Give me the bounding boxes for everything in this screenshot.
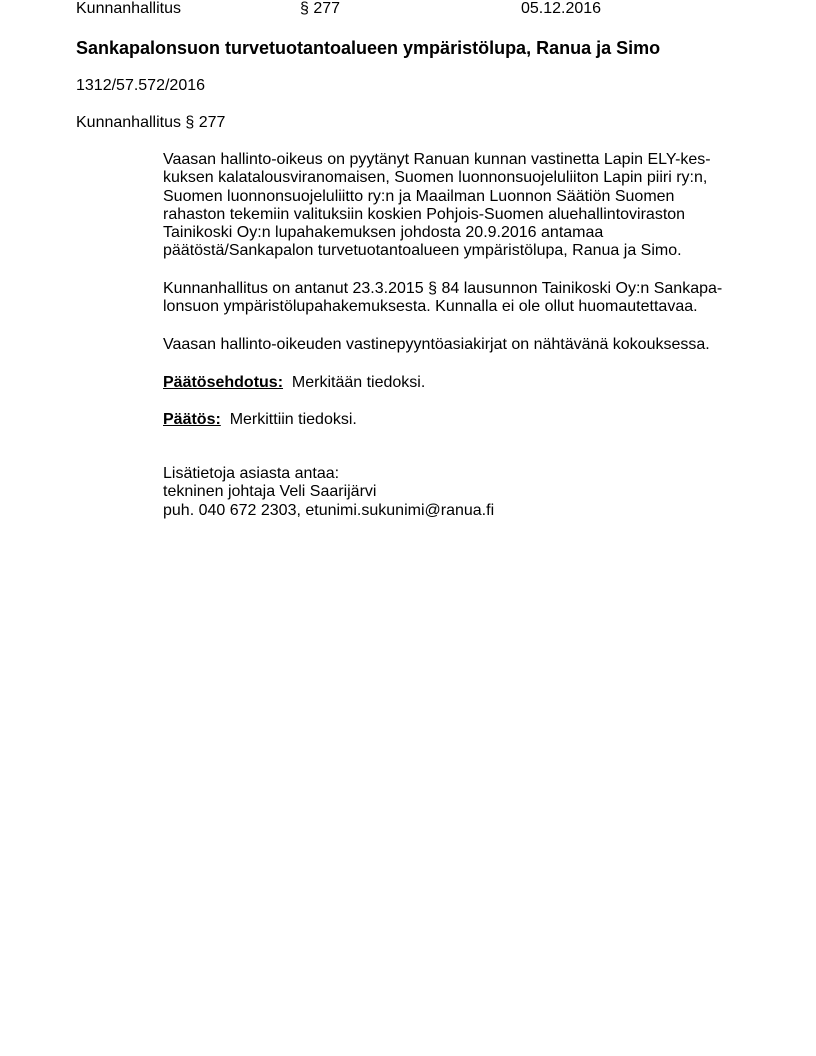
paragraph-line: Vaasan hallinto-oikeuden vastinepyyntöasiakirjat on nähtävänä kokouksessa. <box>163 336 710 353</box>
decision-text: Merkittiin tiedoksi. <box>229 411 357 428</box>
header-section: § 277 <box>300 0 341 17</box>
paragraph-1 <box>163 151 743 261</box>
proposal <box>163 374 743 392</box>
paragraph-line: lonsuon ympäristölupahakemuksesta. Kunnalla ei ole ollut huomautettavaa. <box>163 298 698 316</box>
header-date: 05.12.2016 <box>521 0 602 17</box>
paragraph-3 <box>163 336 743 354</box>
paragraph-line: Vaasan hallinto-oikeus on pyytänyt Ranuan kunnan vastinetta Lapin ELY-kes- <box>163 151 711 168</box>
paragraph-line: kuksen kalatalousviranomaisen, Suomen luonnonsuojeluliiton Lapin piiri ry:n, <box>163 169 708 187</box>
decision <box>163 411 743 429</box>
contact-line: tekninen johtaja Veli Saarijärvi <box>163 483 377 501</box>
document-title: Sankapalonsuon turvetuotantoalueen ympäristölupa, Ranua ja Simo <box>76 38 661 58</box>
paragraph-line: Tainikoski Oy:n lupahakemuksen johdosta 20.9.2016 antamaa <box>163 224 604 242</box>
paragraph-line: päätöstä/Sankapalon turvetuotantoalueen ympäristölupa, Ranua ja Simo. <box>163 242 682 260</box>
contact-info <box>163 465 743 520</box>
paragraph-line: Kunnanhallitus on antanut 23.3.2015 § 84 lausunnon Tainikoski Oy:n Sankapa- <box>163 280 723 297</box>
proposal-label: Päätösehdotus: <box>163 374 284 391</box>
contact-line: Lisätietoja asiasta antaa: <box>163 465 340 482</box>
paragraph-2 <box>163 280 743 317</box>
decision-label: Päätös: <box>163 411 221 428</box>
paragraph-line: rahaston tekemiin valituksiin koskien Pohjois-Suomen aluehallintoviraston <box>163 205 686 223</box>
contact-line: puh. 040 672 2303, etunimi.sukunimi@ranua.fi <box>163 501 495 519</box>
header-body: Kunnanhallitus <box>76 0 181 17</box>
reference-number: 1312/57.572/2016 <box>76 77 206 94</box>
paragraph-line: Suomen luonnonsuojeluliitto ry:n ja Maailman Luonnon Säätiön Suomen <box>163 187 675 205</box>
section-heading: Kunnanhallitus § 277 <box>76 114 226 131</box>
proposal-text: Merkitään tiedoksi. <box>291 374 426 391</box>
